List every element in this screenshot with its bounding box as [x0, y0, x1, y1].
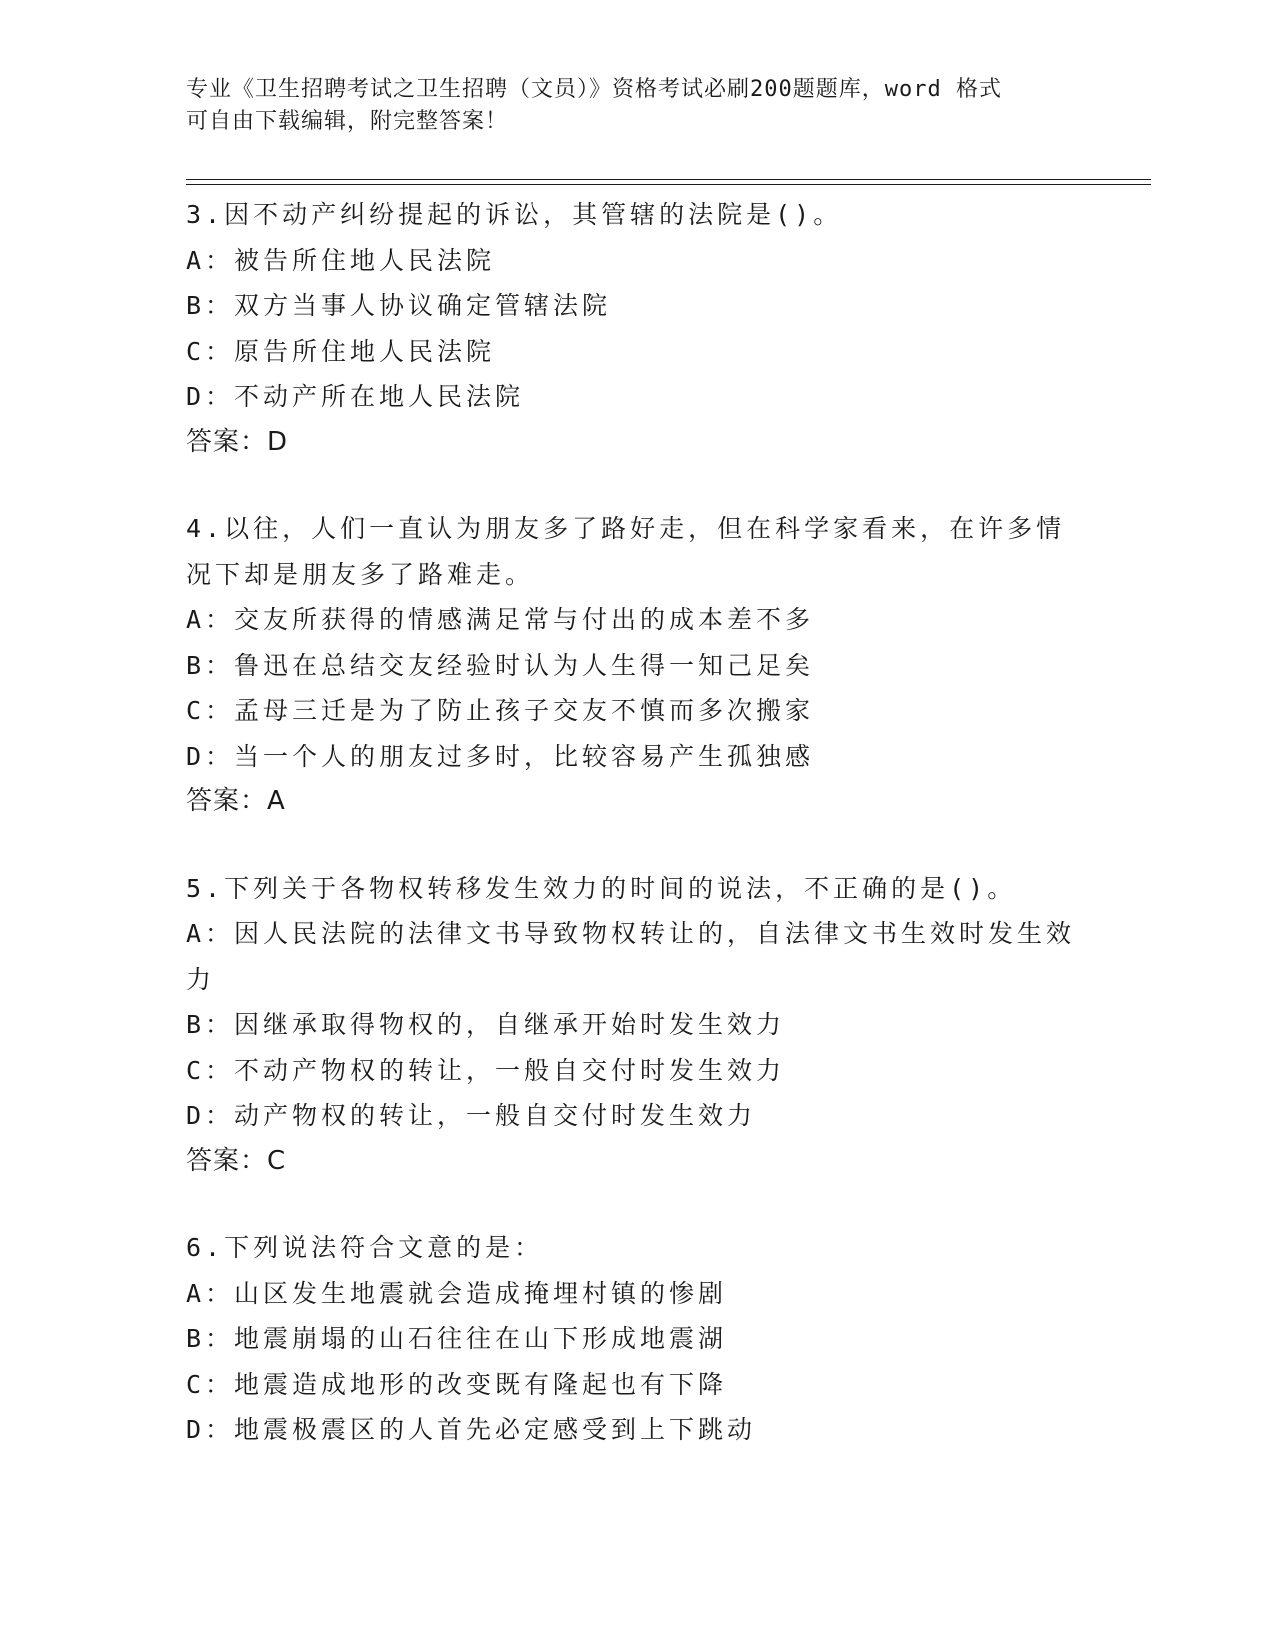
option-b: B：地震崩塌的山石往往在山下形成地震湖 [186, 1324, 728, 1353]
question-stem: 5.下列关于各物权转移发生效力的时间的说法，不正确的是()。 [186, 873, 1017, 903]
option-d: D：不动产所在地人民法院 [186, 382, 525, 411]
option-b: B：双方当事人协议确定管辖法院 [186, 291, 612, 320]
option-a: A：被告所住地人民法院 [186, 245, 496, 275]
option-b: B：因继承取得物权的，自继承开始时发生效力 [186, 1010, 786, 1039]
question-block [186, 1225, 1086, 1453]
option-d: D：动产物权的转让，一般自交付时发生效力 [186, 1101, 757, 1130]
header-line-1: 专业《卫生招聘考试之卫生招聘（文员）》资格考试必刷200题题库，word 格式 [186, 77, 1002, 102]
answer-label: 答案：A [186, 786, 286, 816]
option-b: B：鲁迅在总结交友经验时认为人生得一知己足矣 [186, 650, 815, 680]
document-header [186, 74, 1086, 138]
option-c: C：不动产物权的转让，一般自交付时发生效力 [186, 1055, 786, 1085]
option-a: A：山区发生地震就会造成掩埋村镇的惨剧 [186, 1278, 728, 1308]
answer-label: 答案：D [186, 426, 289, 457]
question-stem: 3.因不动产纠纷提起的诉讼，其管辖的法院是()。 [186, 200, 843, 229]
option-a: A：因人民法院的法律文书导致物权转让的，自法律文书生效时发生效 [186, 919, 1076, 948]
option-a: A：交友所获得的情感满足常与付出的成本差不多 [186, 605, 815, 634]
option-d: D：地震极震区的人首先必定感受到上下跳动 [186, 1415, 757, 1444]
option-c: C：原告所住地人民法院 [186, 336, 496, 366]
question-block [186, 866, 1086, 1185]
question-stem: 4.以往，人们一直认为朋友多了路好走，但在科学家看来，在许多情 [186, 514, 1066, 543]
question-stem: 6.下列说法符合文意的是： [186, 1233, 544, 1262]
question-stem: 况下却是朋友多了路难走。 [186, 559, 535, 589]
answer-label: 答案：C [186, 1145, 287, 1176]
option-c: C：孟母三迁是为了防止孩子交友不慎而多次搬家 [186, 696, 815, 725]
question-list [186, 192, 1086, 1494]
option-d: D：当一个人的朋友过多时，比较容易产生孤独感 [186, 741, 815, 771]
header-divider-top [186, 179, 1151, 180]
header-line-2: 可自由下载编辑，附完整答案！ [186, 109, 509, 134]
header-divider-bottom [186, 184, 1151, 185]
question-block [186, 192, 1086, 465]
question-block [186, 506, 1086, 825]
option-c: C：地震造成地形的改变既有隆起也有下降 [186, 1369, 728, 1399]
option-a: 力 [186, 964, 216, 994]
